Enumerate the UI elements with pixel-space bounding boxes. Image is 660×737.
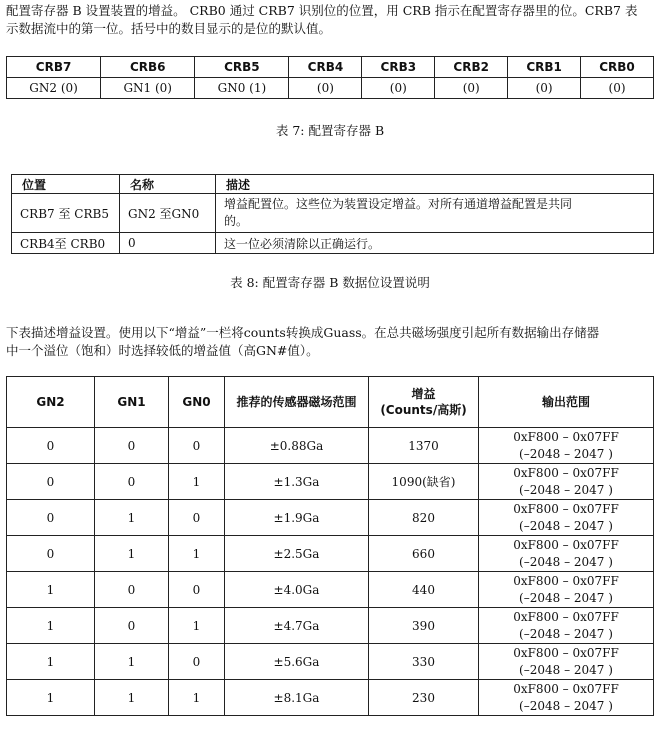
cell-gain: 390 [369,608,479,644]
value-crb6: GN1 (0) [101,78,195,99]
cell-gn0: 1 [169,536,225,572]
cell-output-range [479,680,654,716]
output-range-line-1: 0xF800 – 0x07FF [513,465,619,480]
intro-line-1: 配置寄存器 B 设置装置的增益。 CRB0 通过 CRB7 识别位的位置，用 CRB 指示在配置寄存器里的位。CRB7 表 [6,3,638,18]
table-row [7,464,654,500]
cell-gn2: 1 [7,644,95,680]
output-range-line-1: 0xF800 – 0x07FF [513,573,619,588]
table-row [7,536,654,572]
header-crb6: CRB6 [101,57,195,78]
table-row [7,644,654,680]
output-range-line-1: 0xF800 – 0x07FF [513,645,619,660]
cell-gn2: 1 [7,680,95,716]
cell-name: GN2 至GN0 [120,194,216,233]
cell-gn1: 1 [95,680,169,716]
cell-gn1: 1 [95,500,169,536]
header-crb1: CRB1 [508,57,581,78]
cell-field-range: ±0.88Ga [225,428,369,464]
header-crb0: CRB0 [581,57,654,78]
cell-gn1: 0 [95,608,169,644]
cell-gn0: 0 [169,428,225,464]
output-range-line-1: 0xF800 – 0x07FF [513,501,619,516]
intro-paragraph [6,2,654,38]
header-gain-line-1: 增益 [411,387,436,401]
config-register-b-table [6,56,654,99]
cell-gain: 1370 [369,428,479,464]
cell-gn2: 0 [7,536,95,572]
cell-field-range: ±2.5Ga [225,536,369,572]
cell-gn1: 0 [95,428,169,464]
gain-settings-table [6,376,654,716]
config-register-b-bits-table [11,174,654,254]
cell-name: 0 [120,233,216,254]
cell-gn2: 0 [7,428,95,464]
output-range-line-2: (–2048 – 2047 ) [519,662,613,677]
output-range-line-2: (–2048 – 2047 ) [519,590,613,605]
table-row [12,233,654,254]
output-range-line-1: 0xF800 – 0x07FF [513,681,619,696]
desc-line-2: 中一个溢位（饱和）时选择较低的增益值（高GN#值）。 [6,343,319,358]
value-crb0: (0) [581,78,654,99]
gain-table-body [7,428,654,716]
header-output-range: 输出范围 [479,377,654,428]
cell-output-range [479,464,654,500]
header-crb5: CRB5 [195,57,289,78]
header-gn2: GN2 [7,377,95,428]
cell-field-range: ±8.1Ga [225,680,369,716]
cell-gn2: 1 [7,608,95,644]
output-range-line-2: (–2048 – 2047 ) [519,554,613,569]
cell-field-range: ±1.9Ga [225,500,369,536]
description-line-1: 增益配置位。这些位为装置设定增益。对所有通道增益配置是共同 [224,197,573,211]
output-range-line-2: (–2048 – 2047 ) [519,626,613,641]
table7-caption: 表 7: 配置寄存器 B [275,123,385,138]
description-line-2: 的。 [224,214,249,228]
header-field-range: 推荐的传感器磁场范围 [225,377,369,428]
value-crb5: GN0 (1) [195,78,289,99]
output-range-line-1: 0xF800 – 0x07FF [513,609,619,624]
cell-gain: 1090(缺省) [369,464,479,500]
cell-output-range [479,644,654,680]
cell-gn1: 1 [95,536,169,572]
header-crb2: CRB2 [435,57,508,78]
cell-field-range: ±1.3Ga [225,464,369,500]
gain-description-paragraph [6,324,654,360]
cell-gain: 660 [369,536,479,572]
cell-description: 这一位必须清除以正确运行。 [216,233,654,254]
header-crb4: CRB4 [289,57,362,78]
table-row [7,428,654,464]
header-crb7: CRB7 [7,57,101,78]
desc-line-1: 下表描述增益设置。使用以下“增益”一栏将counts转换成Guass。在总共磁场强度引起所有数据输出存储器 [6,325,600,340]
cell-gn1: 0 [95,464,169,500]
value-crb4: (0) [289,78,362,99]
cell-output-range [479,608,654,644]
cell-position: CRB4至 CRB0 [12,233,120,254]
cell-description [216,194,654,233]
cell-field-range: ±4.0Ga [225,572,369,608]
table-row [7,572,654,608]
header-name: 名称 [120,175,216,194]
cell-gn0: 1 [169,680,225,716]
table8-caption: 表 8: 配置寄存器 B 数据位设置说明 [230,275,430,290]
cell-gn0: 0 [169,500,225,536]
cell-gn0: 0 [169,572,225,608]
cell-output-range [479,572,654,608]
header-gn0: GN0 [169,377,225,428]
header-gain-line-2: (Counts/高斯) [380,403,467,417]
value-crb2: (0) [435,78,508,99]
cell-gn0: 1 [169,608,225,644]
table-row [12,194,654,233]
cell-gn1: 0 [95,572,169,608]
header-gn1: GN1 [95,377,169,428]
value-crb3: (0) [362,78,435,99]
table-header-row [7,377,654,428]
intro-line-2: 示数据流中的第一位。括号中的数目显示的是位的默认值。 [6,21,332,36]
value-crb1: (0) [508,78,581,99]
cell-gn0: 1 [169,464,225,500]
output-range-line-1: 0xF800 – 0x07FF [513,537,619,552]
cell-gn1: 1 [95,644,169,680]
cell-position: CRB7 至 CRB5 [12,194,120,233]
value-crb7: GN2 (0) [7,78,101,99]
cell-field-range: ±5.6Ga [225,644,369,680]
table-row [7,78,654,99]
output-range-line-2: (–2048 – 2047 ) [519,518,613,533]
cell-output-range [479,536,654,572]
table-header-row [7,57,654,78]
table-row [7,680,654,716]
cell-gn2: 0 [7,500,95,536]
cell-gain: 440 [369,572,479,608]
output-range-line-2: (–2048 – 2047 ) [519,482,613,497]
cell-gn0: 0 [169,644,225,680]
cell-output-range [479,500,654,536]
table-row [7,608,654,644]
cell-gain: 230 [369,680,479,716]
header-gain [369,377,479,428]
output-range-line-1: 0xF800 – 0x07FF [513,429,619,444]
cell-output-range [479,428,654,464]
output-range-line-2: (–2048 – 2047 ) [519,698,613,713]
cell-gain: 330 [369,644,479,680]
header-crb3: CRB3 [362,57,435,78]
table-header-row [12,175,654,194]
table-row [7,500,654,536]
cell-gn2: 0 [7,464,95,500]
cell-field-range: ±4.7Ga [225,608,369,644]
cell-gn2: 1 [7,572,95,608]
header-description: 描述 [216,175,654,194]
cell-gain: 820 [369,500,479,536]
header-position: 位置 [12,175,120,194]
output-range-line-2: (–2048 – 2047 ) [519,446,613,461]
